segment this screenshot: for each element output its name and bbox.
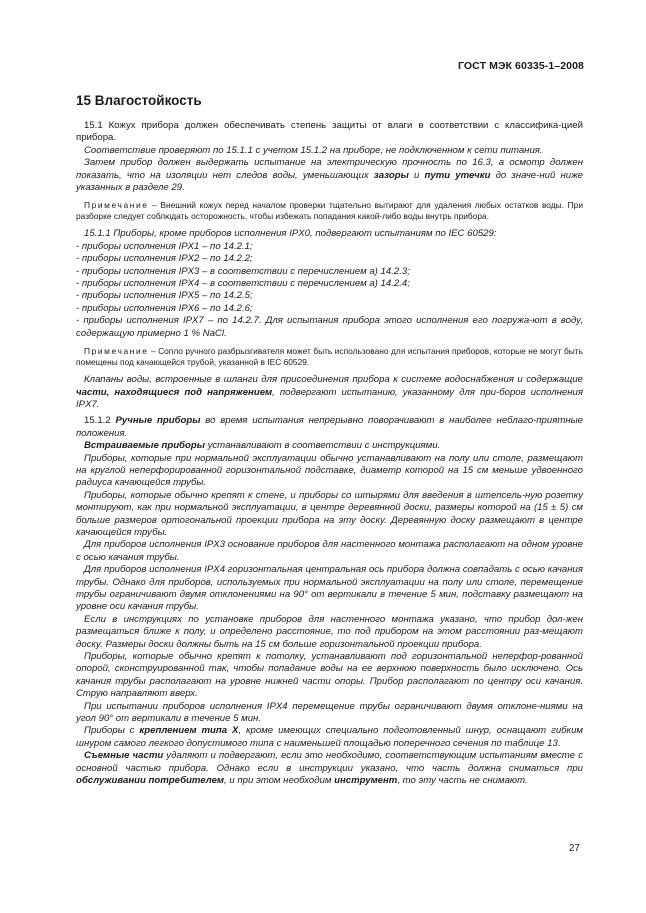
paragraph-installation: Если в инструкциях по установке приборов для настенного монтажа указано, что прибор дол-жен размещаться ближе к полу, и определено расстояние, то под прибором на этом расстоянии раз-мещают доску. Размеры доски должны быть на 15 см больше горизонтальной проекции прибора. <box>76 613 583 650</box>
paragraph-floor-appliances: Приборы, которые при нормальной эксплуатации обычно устанавливают на полу или столе, размещают на круглой неперфорированной горизонтальной подставке, диаметр которой на 15 см меньше удвоенного радиуса качающейся трубы. <box>76 452 583 489</box>
note-1: Примечание – Внешний кожух перед началом проверки тщательно вытирают для удаления любых остатков воды. При разборке следует соблюдать осторожность, чтобы избежать попадания какой-либо воды внутрь прибора. <box>76 200 583 222</box>
list-item: - приборы исполнения IPX2 – по 14.2.2; <box>76 253 253 265</box>
paragraph-detachable-parts: Съемные части удаляют и подвергают, если это необходимо, соответствующим испытаниям вместе с основной частью прибора. Однако если в инструкции указано, что часть должна сниматься при обслуживании потребителем, и при этом необходим инструмент, то эту часть не снимают. <box>76 750 584 787</box>
paragraph-15-1-2: 15.1.2 Ручные приборы во время испытания непрерывно поворачивают в наиболее неблаго-приятные положения. <box>76 415 583 439</box>
paragraph-water-valves: Клапаны воды, встроенные в шланги для присоединения прибора к системе водоснабжения и содержащие части, находящиеся под напряжением, подвергают испытанию, указанному для при-боров исполнения IPX7. <box>76 374 583 410</box>
paragraph-ipx4-tube: При испытании приборов исполнения IPX4 перемещение трубы ограничивают двумя отклоне-ниями на угол 90° от вертикали в течение 5 мин. <box>76 700 583 725</box>
page-content <box>76 93 583 788</box>
document-code: ГОСТ МЭК 60335-1–2008 <box>457 60 584 72</box>
paragraph-wall-appliances: Приборы, которые обычно крепят к стене, и приборы со штырями для введения в штепсель-ную розетку монтируют, как при нормальной эксплуатации, в центре деревянной доски, размеры которой на (15 ± 5) см больше размеров ортогональной проекции прибора на эту доску. Деревянную доску размещают в центре качающейся трубы. <box>76 489 583 538</box>
list-item: - приборы исполнения IPX5 – по 14.2.5; <box>76 290 253 302</box>
list-item: - приборы исполнения IPX7 – по 14.2.7. Для испытания прибора этого исполнения его погружа-ют в воду, содержащую примерно 1 % NaCl. <box>76 315 583 339</box>
paragraph-compliance: Соответствие проверяют по 15.1.1 с учетом 15.1.2 на приборе, не подключенном к сети питания. <box>84 144 543 156</box>
list-item: - приборы исполнения IPX1 – по 14.2.1; <box>76 240 253 252</box>
paragraph-type-x: Приборы с креплением типа X, кроме имеющих специально подготовленный шнур, оснащают гибким шнуром самого легкого допустимого типа с наименьшей площадью поперечного сечения по таблице 13. <box>76 725 583 749</box>
list-item: - приборы исполнения IPX6 – по 14.2.6; <box>76 302 253 314</box>
paragraph-electric-strength: Затем прибор должен выдержать испытание на электрическую прочность по 16.3, а осмотр должен показать, что на изоляции нет следов воды, уменьшающих зазоры и пути утечки до значе-ний ниже указанных в разделе 29. <box>76 157 584 194</box>
note-2: Примечание – Сопло ручного разбрызгивателя может быть использовано для испытания приборов, которые не могут быть помещены под качающейся трубой, указанной в IEC 60529. <box>76 346 583 368</box>
list-item: - приборы исполнения IPX3 – в соответствии с перечислением а) 14.2.3; <box>76 265 410 277</box>
paragraph-built-in: Встраиваемые приборы устанавливают в соответствии с инструкциями. <box>84 440 441 452</box>
paragraph-ceiling: Приборы, которые обычно крепят к потолку, устанавливают под горизонтальной неперфор-рованной опорой, сконструированной так, чтобы попадание воды на ее верхнюю поверхность было исключено. Ось качания трубы располагают на уровне нижней части опоры. Прибор располагают по центру оси качания. Струю направляют вверх. <box>76 651 583 700</box>
page-number: 27 <box>568 843 580 854</box>
paragraph-15-1-1: 15.1.1 Приборы, кроме приборов исполнения IPX0, подвергают испытаниям по IEC 60529: <box>84 228 497 240</box>
paragraph-ipx4: Для приборов исполнения IPX4 горизонтальная центральная ось прибора должна совпадать с осью качания трубы. Однако для приборов, используемых при нормальной эксплуатации на полу или столе, перемещение трубы ограничивают двумя отклонениями на 90° от вертикали в течение 5 мин, подставку размещают на уровне оси качания трубы. <box>76 564 583 613</box>
paragraph-15-1: 15.1 Кожух прибора должен обеспечивать степень защиты от влаги в соответствии с классифика-цией прибора. <box>76 120 583 144</box>
list-item: - приборы исполнения IPX4 – в соответствии с перечислением а) 14.2.4; <box>76 278 410 290</box>
ip-class-list <box>76 241 583 340</box>
paragraph-ipx3: Для приборов исполнения IPX3 основание приборов для настенного монтажа располагают на одном уровне с осью качания трубы. <box>76 539 583 563</box>
section-title: 15 Влагостойкость <box>76 93 202 108</box>
